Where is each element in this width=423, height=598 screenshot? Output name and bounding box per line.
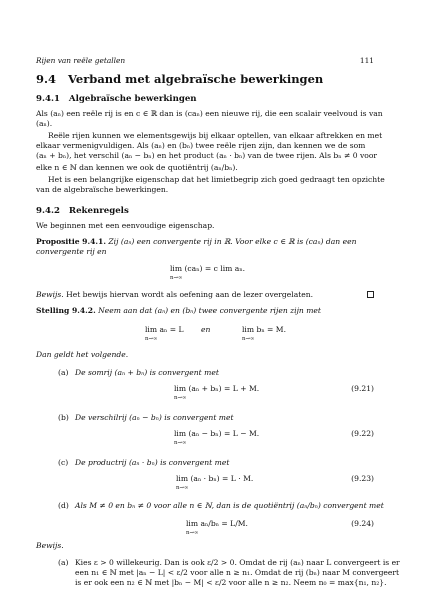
list-item-label: (a) [58, 558, 69, 567]
equation-number: (9.24) [351, 519, 374, 528]
limit-subscript: n→∞ [170, 275, 183, 281]
proposition-line: convergente rij en [36, 247, 107, 256]
proposition-text: Zij (aₙ) een convergente rij in ℝ. Voor elke c ∈ ℝ is (caₙ) dan een [108, 237, 357, 246]
limit-subscript: n→∞ [174, 440, 187, 446]
running-title: Rijen van reële getallen [36, 56, 126, 65]
list-item-text: Als M ≠ 0 en bₙ ≠ 0 voor alle n ∈ ℕ, dan is de quotiëntrij (aₙ/bₙ) convergent met [75, 501, 384, 510]
list-item-text: De productrij (aₙ · bₙ) is convergent met [75, 458, 230, 467]
paragraph-line: elkaar vermenigvuldigen. Als (aₙ) en (bₙ) twee reële rijen zijn, dan kennen we de som [36, 141, 366, 150]
section-heading [36, 72, 323, 86]
subsection-number: 9.4.2 [36, 206, 60, 216]
paragraph-line: Reële rijen kunnen we elementsgewijs bij elkaar optellen, van elkaar aftrekken en met [48, 131, 383, 140]
theorem-equation-a: lim aₙ = L [145, 325, 184, 334]
paragraph-line: Het is een belangrijke eigenschap dat het limietbegrip zich goed gedraagt ten opzichte [48, 175, 385, 184]
section-number: 9.4 [36, 72, 57, 86]
list-item-text: De somrij (aₙ + bₙ) is convergent met [75, 368, 219, 377]
item-equation: lim (aₙ + bₙ) = L + M. [174, 384, 260, 393]
list-item-label: (b) [58, 413, 69, 422]
limit-subscript: n→∞ [186, 530, 199, 536]
subsection-heading-1 [36, 94, 197, 104]
equation-number: (9.23) [351, 474, 374, 483]
proof-text: Het bewijs hiervan wordt als oefening aan de lezer overgelaten. [66, 290, 314, 299]
paragraph-line: Als (aₙ) een reële rij is en c ∈ ℝ dan is (caₙ) een nieuwe rij, die een scalair veelvoud is van [36, 109, 383, 118]
item-equation: lim (aₙ · bₙ) = L · M. [176, 474, 254, 483]
subsection-number: 9.4.1 [36, 94, 60, 104]
paragraph-line: We beginnen met een eenvoudige eigenschap. [36, 221, 215, 230]
proposition-line [36, 237, 356, 247]
item-equation: lim (aₙ − bₙ) = L − M. [174, 429, 260, 438]
paragraph-line: (aₙ + bₙ), het verschil (aₙ − bₙ) en het product (aₙ · bₙ) van de twee rijen. Als bₙ ≠ 0 voor [36, 151, 378, 160]
theorem-line [36, 306, 321, 316]
equation-number: (9.21) [351, 384, 374, 393]
limit-subscript: n→∞ [145, 336, 158, 342]
subsection-title: Rekenregels [68, 206, 129, 216]
list-item-text: De verschilrij (aₙ − bₙ) is convergent met [75, 413, 234, 422]
theorem-equation-b: lim bₙ = M. [242, 325, 286, 334]
paragraph-line: (aₙ). [36, 119, 53, 128]
proposition-equation: lim (caₙ) = c lim aₙ. [170, 264, 246, 273]
list-item-label: (c) [58, 458, 69, 467]
list-item-label: (d) [58, 501, 69, 510]
limit-subscript: n→∞ [176, 485, 189, 491]
limit-subscript: n→∞ [242, 336, 255, 342]
list-item-label: (a) [58, 368, 69, 377]
theorem-label: Stelling 9.4.2. [36, 306, 96, 315]
page-number: 111 [359, 56, 374, 65]
proof-line: Kies ε > 0 willekeurig. Dan is ook ε/2 > 0. Omdat de rij (aₙ) naar L convergeert is er [75, 558, 400, 567]
proof-line [36, 290, 313, 300]
proof-line: een n₁ ∈ ℕ met |aₙ − L| < ε/2 voor alle n ≥ n₁. Omdat de rij (bₙ) naar M convergeert [75, 568, 400, 577]
equation-number: (9.22) [351, 429, 374, 438]
proposition-label: Propositie 9.4.1. [36, 237, 106, 246]
item-equation: lim aₙ/bₙ = L/M. [186, 519, 248, 528]
subsection-heading-2 [36, 206, 129, 216]
theorem-text: Neem aan dat (aₙ) en (bₙ) twee convergente rijen zijn met [98, 306, 321, 315]
qed-box [367, 291, 374, 298]
limit-subscript: n→∞ [174, 395, 187, 401]
proof-label: Bewijs. [36, 541, 64, 550]
proof-label: Bewijs. [36, 290, 64, 299]
theorem-then: Dan geldt het volgende. [36, 350, 129, 359]
theorem-equation-connector: en [201, 325, 211, 334]
paragraph-line: elke n ∈ ℕ dan kennen we ook de quotiëntrij (aₙ/bₙ). [36, 163, 238, 172]
proof-line: is er ook een n₂ ∈ ℕ met |bₙ − M| < ε/2 voor alle n ≥ n₂. Neem n₀ = max{n₁, n₂}. [75, 578, 387, 587]
subsection-title: Algebraïsche bewerkingen [68, 94, 197, 104]
section-title: Verband met algebraïsche bewerkingen [68, 72, 324, 86]
paragraph-line: van de algebraïsche bewerkingen. [36, 185, 169, 194]
